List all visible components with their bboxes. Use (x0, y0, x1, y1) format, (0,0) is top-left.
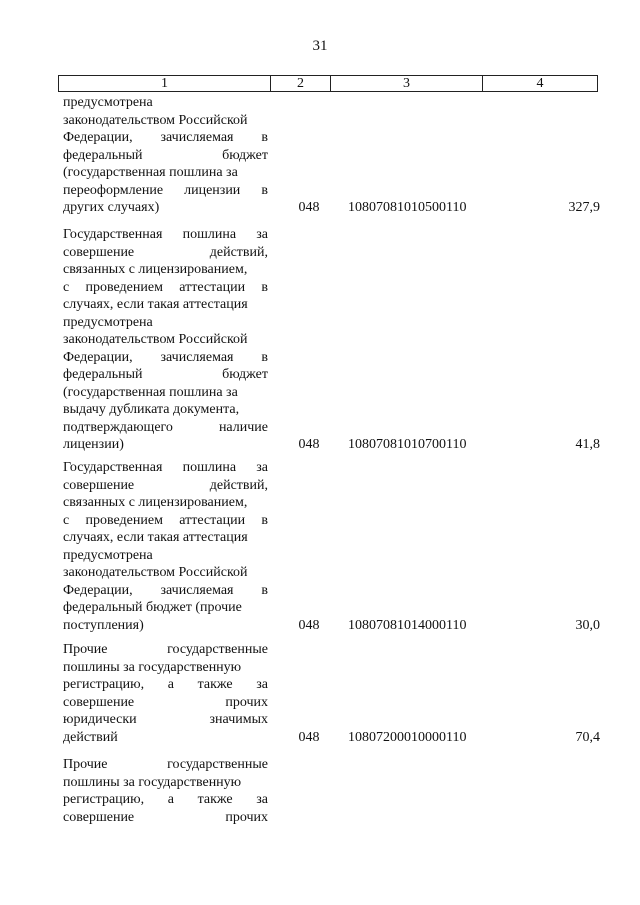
description-word: за (256, 227, 268, 242)
description-word: зачисляемая (160, 349, 234, 365)
description-line (63, 384, 268, 402)
description-word: законодательством Российской (63, 565, 248, 580)
description-word: выдачу дубликата документа, (63, 402, 240, 417)
admin-code: 048 (298, 617, 320, 633)
admin-code: 048 (298, 200, 320, 215)
description-line (63, 244, 268, 262)
kbk-code: 10807200010000110 (348, 729, 467, 745)
page-number: 31 (312, 38, 328, 54)
description-word: законодательством Российской (63, 112, 248, 128)
description-line (63, 529, 268, 547)
description-word: за (256, 792, 268, 807)
description-word: в (261, 582, 268, 598)
row-description (63, 641, 268, 746)
description-word: проведением (85, 279, 163, 295)
description-line (63, 296, 268, 314)
description-word: наличие (218, 419, 268, 435)
description-word: юридически (63, 712, 137, 727)
description-word: федеральный бюджет (прочие (63, 600, 242, 615)
description-line (63, 331, 268, 349)
description-word: прочих (225, 694, 268, 710)
description-word: предусмотрена (63, 547, 153, 563)
description-line (63, 774, 268, 792)
description-word: Государственная (63, 227, 163, 242)
row-description (63, 756, 268, 826)
description-line (63, 659, 268, 677)
description-word: действий (63, 729, 118, 745)
description-line (63, 419, 268, 437)
description-line (63, 676, 268, 694)
description-word: Федерации, (63, 130, 133, 145)
description-line (63, 459, 268, 477)
description-word: действий, (209, 244, 268, 260)
kbk-code: 10807081010500110 (348, 200, 467, 215)
description-line (63, 564, 268, 582)
table-row (63, 641, 603, 746)
description-word: совершение (63, 244, 135, 260)
description-word: значимых (209, 712, 268, 727)
description-line (63, 494, 268, 512)
kbk-code: 10807081014000110 (348, 617, 467, 633)
description-word: Прочие (63, 642, 108, 657)
table-row (63, 94, 603, 217)
description-word: за (256, 460, 268, 475)
amount-value: 30,0 (575, 617, 600, 633)
description-word: аттестации (179, 512, 246, 528)
description-word: бюджет (222, 147, 268, 163)
description-line (63, 182, 268, 200)
description-word: федеральный (63, 367, 143, 382)
description-word: (государственная пошлина за (63, 165, 238, 180)
description-line (63, 547, 268, 565)
description-word: а (167, 792, 174, 807)
description-line (63, 279, 268, 297)
description-word: зачисляемая (160, 582, 234, 598)
description-word: связанных с лицензированием, (63, 495, 248, 510)
description-word: связанных с лицензированием, (63, 262, 248, 277)
description-line (63, 477, 268, 495)
description-word: с (63, 512, 70, 528)
description-word: совершение (63, 694, 135, 710)
description-line (63, 366, 268, 384)
description-line (63, 147, 268, 165)
header-col-3: 3 (331, 76, 483, 91)
description-line (63, 756, 268, 774)
description-word: бюджет (222, 367, 268, 382)
description-word: Государственная (63, 460, 163, 475)
description-word: регистрацию, (63, 792, 145, 807)
description-line (63, 729, 268, 747)
header-col-2: 2 (271, 76, 331, 91)
kbk-code: 10807081010700110 (348, 437, 467, 452)
description-line (63, 199, 268, 217)
description-word: предусмотрена (63, 95, 153, 110)
description-line (63, 226, 268, 244)
description-word: лицензии (184, 182, 241, 198)
description-word: (государственная пошлина за (63, 384, 238, 400)
description-word: с (63, 279, 70, 295)
description-word: в (261, 130, 268, 145)
description-word: федеральный (63, 147, 143, 163)
description-word: а (167, 677, 174, 692)
amount-value: 327,9 (568, 200, 600, 215)
description-word: Федерации, (63, 582, 133, 598)
table-row (63, 226, 603, 454)
header-col-1: 1 (59, 76, 271, 91)
row-description (63, 226, 268, 454)
description-line (63, 711, 268, 729)
description-line (63, 436, 268, 454)
description-word: пошлина (182, 227, 237, 242)
description-word: Прочие (63, 757, 108, 772)
description-line (63, 599, 268, 617)
description-word: пошлины за государственную (63, 774, 242, 790)
description-word: совершение (63, 809, 135, 825)
description-line (63, 582, 268, 600)
row-description (63, 459, 268, 634)
description-word: переоформление (63, 182, 164, 198)
description-word: совершение (63, 477, 135, 493)
description-word: случаях, если такая аттестация (63, 297, 248, 312)
description-word: регистрацию, (63, 677, 145, 692)
amount-value: 70,4 (575, 729, 600, 745)
description-line (63, 617, 268, 635)
admin-code: 048 (298, 437, 320, 452)
description-line (63, 809, 268, 827)
description-word: пошлина (182, 460, 237, 475)
description-line (63, 349, 268, 367)
description-word: государственные (167, 757, 268, 772)
admin-code: 048 (298, 729, 320, 745)
table-row (63, 459, 603, 634)
description-line (63, 112, 268, 130)
description-word: прочих (225, 809, 268, 825)
description-word: аттестации (179, 279, 246, 295)
description-word: зачисляемая (160, 130, 234, 145)
table-row (63, 756, 603, 826)
description-line (63, 791, 268, 809)
description-word: других случаях) (63, 200, 160, 215)
description-word: подтверждающего (63, 419, 173, 435)
description-word: в (261, 279, 268, 295)
description-word: лицензии) (63, 437, 124, 452)
row-description (63, 94, 268, 217)
description-word: в (261, 182, 268, 198)
description-word: законодательством Российской (63, 332, 248, 347)
description-line (63, 401, 268, 419)
description-word: пошлины за государственную (63, 659, 242, 675)
description-word: в (261, 512, 268, 528)
table-header (58, 75, 598, 92)
description-word: в (261, 349, 268, 365)
description-word: поступления) (63, 617, 144, 633)
description-word: предусмотрена (63, 314, 153, 330)
description-line (63, 129, 268, 147)
amount-value: 41,8 (575, 437, 600, 452)
description-line (63, 694, 268, 712)
description-word: действий, (209, 477, 268, 493)
description-line (63, 512, 268, 530)
description-word: случаях, если такая аттестация (63, 530, 248, 545)
description-line (63, 314, 268, 332)
description-word: государственные (167, 642, 268, 657)
description-word: Федерации, (63, 349, 133, 365)
description-line (63, 641, 268, 659)
description-line (63, 94, 268, 112)
header-col-4: 4 (536, 76, 544, 91)
description-line (63, 261, 268, 279)
description-word: за (256, 677, 268, 692)
description-word: также (197, 677, 233, 692)
description-line (63, 164, 268, 182)
description-word: также (197, 792, 233, 807)
description-word: проведением (85, 512, 163, 528)
